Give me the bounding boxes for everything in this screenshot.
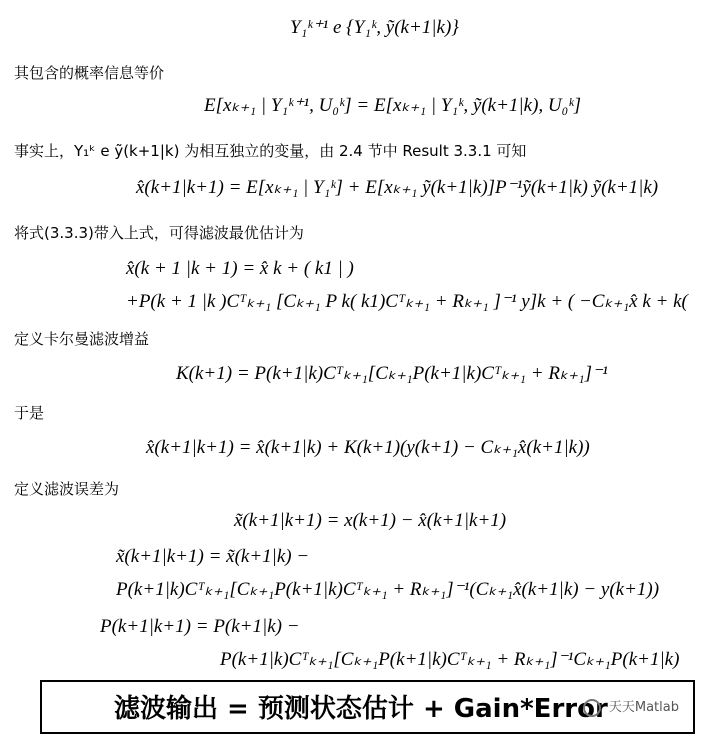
text-therefore: 于是	[14, 404, 45, 422]
equation-kalman-gain: K(k+1) = P(k+1|k)Cᵀₖ₊₁[Cₖ₊₁P(k+1|k)Cᵀₖ₊₁ + Rₖ₊₁]⁻¹	[176, 363, 608, 384]
equation-filter-error: x̃(k+1|k+1) = x(k+1) − x̂(k+1|k+1)	[234, 510, 507, 531]
watermark	[583, 696, 679, 717]
equation-error-propagation-line1: x̃(k+1|k+1) = x̃(k+1|k) −	[116, 546, 310, 567]
equation-covariance-update-line1: P(k+1|k+1) = P(k+1|k) −	[100, 616, 300, 637]
equation-optimal-estimate-line2: +P(k + 1 |k )Cᵀₖ₊₁ [Cₖ₊₁ P k( k1)Cᵀₖ₊₁ + Rₖ₊₁ ]⁻¹ y]k + ( −Cₖ₊₁x̂ k + k(	[126, 291, 688, 312]
summary-box	[40, 680, 695, 734]
equation-filter-update: x̂(k+1|k+1) = x̂(k+1|k) + K(k+1)(y(k+1) − Cₖ₊₁x̂(k+1|k))	[146, 437, 590, 458]
equation-estimate-decomposition: x̂(k+1|k+1) = E[xₖ₊₁ | Y₁ᵏ] + E[xₖ₊₁ ỹ(k+1|k)]P⁻¹ỹ(k+1|k) ỹ(k+1|k)	[136, 177, 659, 198]
text-probability-equivalence: 其包含的概率信息等价	[14, 64, 165, 82]
equation-covariance-update-line2: P(k+1|k)Cᵀₖ₊₁[Cₖ₊₁P(k+1|k)Cᵀₖ₊₁ + Rₖ₊₁]⁻¹Cₖ₊₁P(k+1|k)	[220, 649, 680, 670]
watermark-text: 天天Matlab	[608, 700, 679, 715]
equation-optimal-estimate-line1: x̂(k + 1 |k + 1) = x̂ k + ( k1 | )	[126, 258, 354, 279]
text-optimal-estimate-intro: 将式(3.3.3)带入上式，可得滤波最优估计为	[14, 224, 304, 242]
summary-text: 滤波输出 = 预测状态估计 + Gain*Error	[114, 694, 608, 724]
text-kalman-gain-definition: 定义卡尔曼滤波增益	[14, 330, 150, 348]
equation-conditional-expectation: E[xₖ₊₁ | Y₁ᵏ⁺¹, U₀ᵏ] = E[xₖ₊₁ | Y₁ᵏ, ỹ(k+1|k), U₀ᵏ]	[204, 95, 581, 116]
text-filter-error-definition: 定义滤波误差为	[14, 480, 120, 498]
wechat-icon	[583, 699, 601, 717]
text-independence-note: 事实上，Y₁ᵏ e ỹ(k+1|k) 为相互独立的变量，由 2.4 节中 Result 3.3.1 可知	[14, 142, 527, 160]
equation-observation-set: Y₁ᵏ⁺¹ e {Y₁ᵏ, ỹ(k+1|k)}	[290, 17, 459, 38]
equation-error-propagation-line2: P(k+1|k)Cᵀₖ₊₁[Cₖ₊₁P(k+1|k)Cᵀₖ₊₁ + Rₖ₊₁]⁻¹(Cₖ₊₁x̂(k+1|k) − y(k+1))	[116, 579, 660, 600]
